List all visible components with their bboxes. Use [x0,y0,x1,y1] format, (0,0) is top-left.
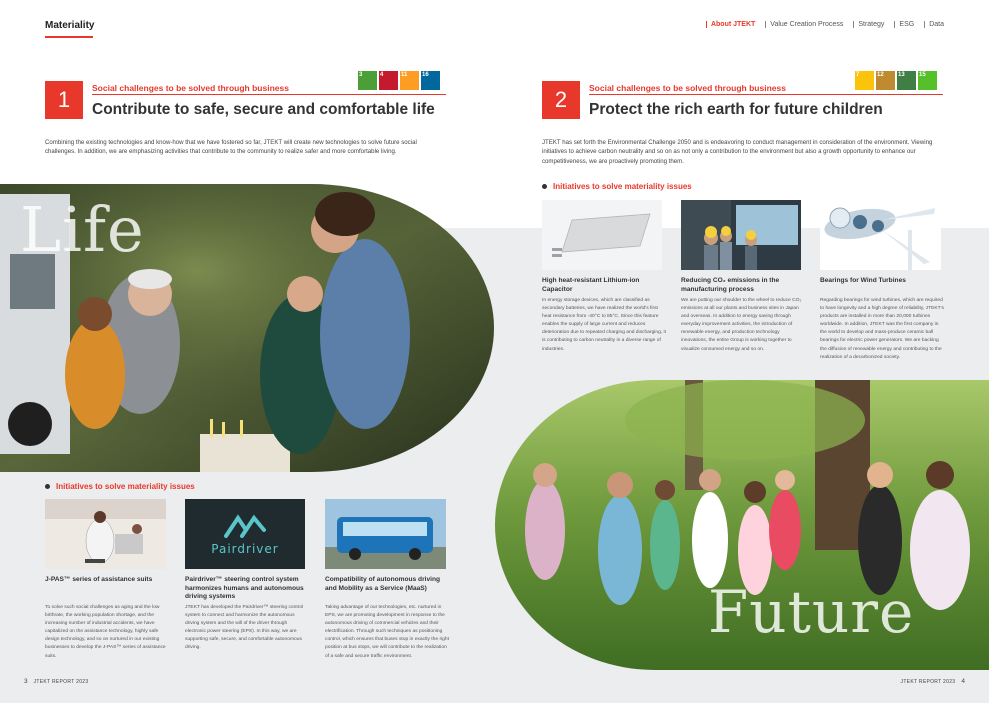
report-name: JTEKT REPORT 2023 [900,678,956,685]
j-pas-image [45,499,166,569]
wind-turbine-bearing-photo [820,200,941,270]
hero-word-future: Future [708,578,915,646]
left-footer [24,678,88,685]
capacitor-image [542,200,662,270]
sdg-13-icon: 13 [897,71,916,90]
sdg-icons [855,71,937,90]
nav-data[interactable]: Data [924,21,944,28]
lithium-ion-capacitor-photo [542,200,662,270]
card-title-capacitor: High heat-resistant Lithium-ion Capacitor [542,277,640,293]
card-title-wind: Bearings for Wind Turbines [820,277,906,284]
hero-word-life: Life [20,193,145,266]
sdg-12-icon: 12 [876,71,895,90]
nav-esg[interactable]: ESG [894,21,914,28]
pairdriver-logo-icon [220,512,270,542]
sdg-icons [358,71,440,90]
intro-paragraph: Combining the existing technologies and know-how that we have fostered so far, JTEKT will create new technologies to solve future social challenges. In addition, we are emphasizing activities that contribute to the community to realize safer and more comfortable living. [45,139,417,156]
heading-rule [589,94,943,95]
card-title-maas: Compatibility of autonomous driving and Mobility as a Service (MaaS) [325,576,441,592]
sdg-15-icon: 15 [918,71,937,90]
materiality-kicker: Social challenges to be solved through business [92,83,289,93]
page-number: 3 [24,678,28,685]
page-number: 4 [961,678,965,685]
report-name: JTEKT REPORT 2023 [33,678,89,685]
nav-value-creation-process[interactable]: Value Creation Process [765,21,843,28]
manufacturing-process-photo [681,200,801,270]
card-text-maas: Taking advantage of our technologies, etc. nurtured in EPS, we are promoting development in response to the autonomous driving of commercial vehicles and their electrification. Through such techniques as positioning control, which ensures that buses stop in exactly the right position at bus stops, we will contribute to the realization of a safe and secure traffic environment. [325,605,449,659]
nav-about-jtekt[interactable]: About JTEKT [706,21,755,28]
autonomous-bus-photo [325,499,446,569]
pairdriver-logo-panel [185,499,305,569]
sdg-3-icon: 3 [358,71,377,90]
card-title-j-pas: J-PAS™ series of assistance suits [45,576,153,583]
maas-bus-image [325,499,446,569]
card-text-j-pas: To solve such social challenges as aging and the low birthrate, the working population shortage, and the increasing number of industrial accidents, we have capitalized on the assistance technology, highly safe design technology, and so on nurtured in our existing businesses to develop the J-PAS™ series of assistance suits. [45,605,166,659]
materiality-number-badge: 1 [45,81,83,119]
section-title: Materiality [45,20,95,31]
card-text-capacitor: In energy storage devices, which are classified as secondary batteries, we have realized the world's first heat resistance from -40°C to 85°C. Since this feature enables the supply of large current and reduces deterioration due to repeated charging and discharging, it is contributing to carbon neutrality in a diverse range of industries. [542,298,666,352]
card-text-co2: We are putting our shoulder to the wheel to reduce CO₂ emissions at all our plants and business sites in Japan and overseas. In addition to energy saving through everyday improvement activities, the introduction of renewable energy, and production technology innovations, the entire Group is working together to visualize consumed energy and so on. [681,298,802,352]
initiatives-heading: Initiatives to solve materiality issues [45,482,195,491]
intro-paragraph: JTEKT has set forth the Environmental Challenge 2050 and is endeavoring to conduct management in consideration of the environment. Viewing initiatives to achieve carbon neutrality and so on as not only a contribution to the environment but also a growth opportunity to enhance our competitiveness, we are proactively promoting them. [542,139,933,165]
heading-rule [92,94,446,95]
card-text-wind: Regarding bearings for wind turbines, which are required to have longevity and a high degree of reliability, JTEKT's products are installed in more than 20,000 turbines worldwide. In addition, JTEKT was the first company in the world to develop and mass-produce ceramic ball bearings for electric power generators. We are backing the diffusion of renewable energy and contributing to the realization of a decarbonized society. [820,298,944,360]
card-text-pairdriver: JTEKT has developed the Pairdriver™ steering control system to connect and harmonize the autonomous driving system and the will of the driver through electronic power steering (EPS). In this way, we are supporting safe, secure, and comfortable autonomous driving. [185,605,304,651]
nav-strategy[interactable]: Strategy [853,21,884,28]
bullet-dot-icon [542,184,547,189]
pairdriver-logo-text: Pairdriver [211,542,279,556]
sdg-16-icon: 16 [421,71,440,90]
assistance-suit-photo [45,499,166,569]
materiality-title: Protect the rich earth for future children [589,101,883,118]
initiatives-heading: Initiatives to solve materiality issues [542,182,692,191]
card-title-pairdriver: Pairdriver™ steering control system harmonizes humans and autonomous driving systems [185,576,304,601]
sdg-4-icon: 4 [379,71,398,90]
wind-turbine-image [820,200,941,270]
section-underline [45,36,93,38]
right-footer [901,678,965,685]
sdg-11-icon: 11 [400,71,419,90]
sdg-7-icon: 7 [855,71,874,90]
bullet-dot-icon [45,484,50,489]
materiality-title: Contribute to safe, secure and comfortable life [92,101,435,118]
card-title-co2: Reducing CO₂ emissions in the manufacturing process [681,277,780,293]
materiality-number-badge: 2 [542,81,580,119]
factory-image [681,200,801,270]
top-navigation [706,21,944,28]
materiality-kicker: Social challenges to be solved through business [589,83,786,93]
